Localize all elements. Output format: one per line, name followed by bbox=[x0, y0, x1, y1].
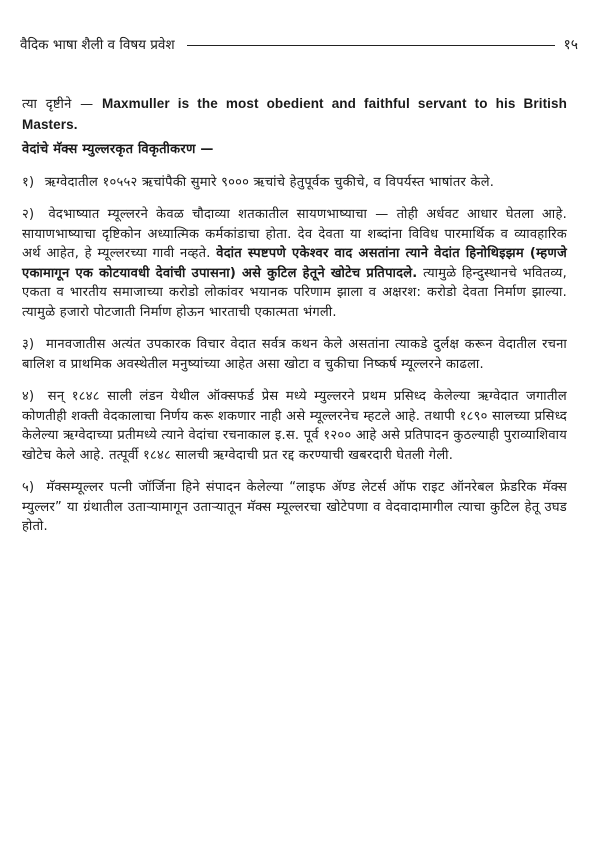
item-number: ४) bbox=[22, 389, 35, 404]
page-header bbox=[20, 34, 578, 54]
item-text: मॅक्सम्यूल्लर पत्नी जॉर्जिना हिने संपादन केलेल्या “लाइफ ॲण्ड लेटर्स ऑफ राइट ऑनरेबल फ्रेडरिक मॅक्स म्युल्लर” या ग्रंथातील उतार्‍यामागून उतार्‍यातून मॅक्स म्यूल्लरचा खोटेपणा व वेदवादामागील त्याचा कुटिल हेतू उघड होतो. bbox=[22, 480, 567, 534]
item-text: मानवजातीस अत्यंत उपकारक विचार वेदात सर्वत्र कथन केले असतांना त्याकडे दुर्लक्ष करून वेदातील रचना बालिश व प्राथमिक अवस्थेतील मनुष्यांच्या आहेत असा खोटा व चुकीचा निष्कर्ष म्यूल्लरने काढला. bbox=[22, 337, 567, 372]
list-item-5 bbox=[22, 478, 567, 537]
intro-paragraph bbox=[22, 94, 567, 135]
page-number: १५ bbox=[563, 36, 578, 53]
list-item-4 bbox=[22, 387, 567, 465]
intro-english-quote: Maxmuller is the most obedient and faithful servant to his British Masters. bbox=[22, 96, 567, 132]
item-number: ५) bbox=[22, 480, 35, 495]
item-text: ऋग्वेदातील १०५५२ ऋचांपैकी सुमारे ९००० ऋचांचे हेतुपूर्वक चुकीचे, व विपर्यस्त भाषांतर केले. bbox=[44, 174, 495, 190]
item-number: ३) bbox=[22, 337, 35, 352]
section-heading: वेदांचे मॅक्स म्युल्लरकृत विकृतीकरण — bbox=[22, 142, 214, 157]
item-text-continued: त्यामुळे हिन्दुस्थानचे भवितव्य, एकता व भारतीय समाजाच्या करोडो लोकांवर भयानक परिणाम झाला व अक्षरश: करोडो देवता निर्माण झाल्या. त्यामुळे हजारो पोटजाती निर्माण होऊन भारताची एकात्मता भंगली. bbox=[22, 265, 567, 320]
item-number: १) bbox=[22, 174, 35, 190]
item-text: सन् १८४८ साली लंडन येथील ऑक्सफर्ड प्रेस मध्ये म्युल्लरने प्रथम प्रसिध्द केलेल्या ऋग्वेदात जगातील कोणतीही शक्ती वेदकालाचा निर्णय करू शकणार नाही असे म्यूल्लरनेच म्हटले आहे. तथापी १८९० सालच्या प्रसिध्द केलेल्या ऋग्वेदाच्या प्रतीमध्ये त्याने वेदांचा रचनाकाल इ.स. पूर्व १२०० आहे असे प्रतिपादन कुठल्याही पुराव्याशिवाय खोटेच केले आहे. तत्पूर्वी १८४८ सालची ऋग्वेदाची प्रत रद्द करण्याची खबरदारी घेतली गेली. bbox=[22, 389, 567, 463]
item-bold-text: वेदांत स्पष्टपणे एकेश्वर वाद असतांना त्याने वेदांत हिनोथिइझम (म्हणजे एकामागून एक कोटयावधी देवांची उपासना) असे कुटिल हेतूने खोटेच प्रतिपादले. bbox=[22, 246, 567, 281]
list-item-1 bbox=[22, 173, 567, 193]
item-text: वेदभाष्यात म्यूल्लरने केवळ चौदाव्या शतकातील सायणभाष्याचा — तोही अर्धवट आधार घेतला आहे. सायाणभाष्याचा दृष्टिकोन अध्यात्मिक कर्मकांडाचा होता. देव देवता या शब्दांना विविध पारमार्थिक व व्यावहारिक अर्थ आहेत, हे म्यूल्लरच्या गावी नव्हते. bbox=[22, 207, 567, 261]
intro-marathi: त्या दृष्टीने — bbox=[22, 97, 94, 112]
item-number: २) bbox=[22, 207, 35, 222]
header-rule bbox=[187, 45, 556, 46]
running-title: वैदिक भाषा शैली व विषय प्रवेश bbox=[20, 37, 175, 53]
list-item-3 bbox=[22, 335, 567, 374]
list-item-2 bbox=[22, 205, 567, 322]
page-body bbox=[22, 94, 567, 550]
